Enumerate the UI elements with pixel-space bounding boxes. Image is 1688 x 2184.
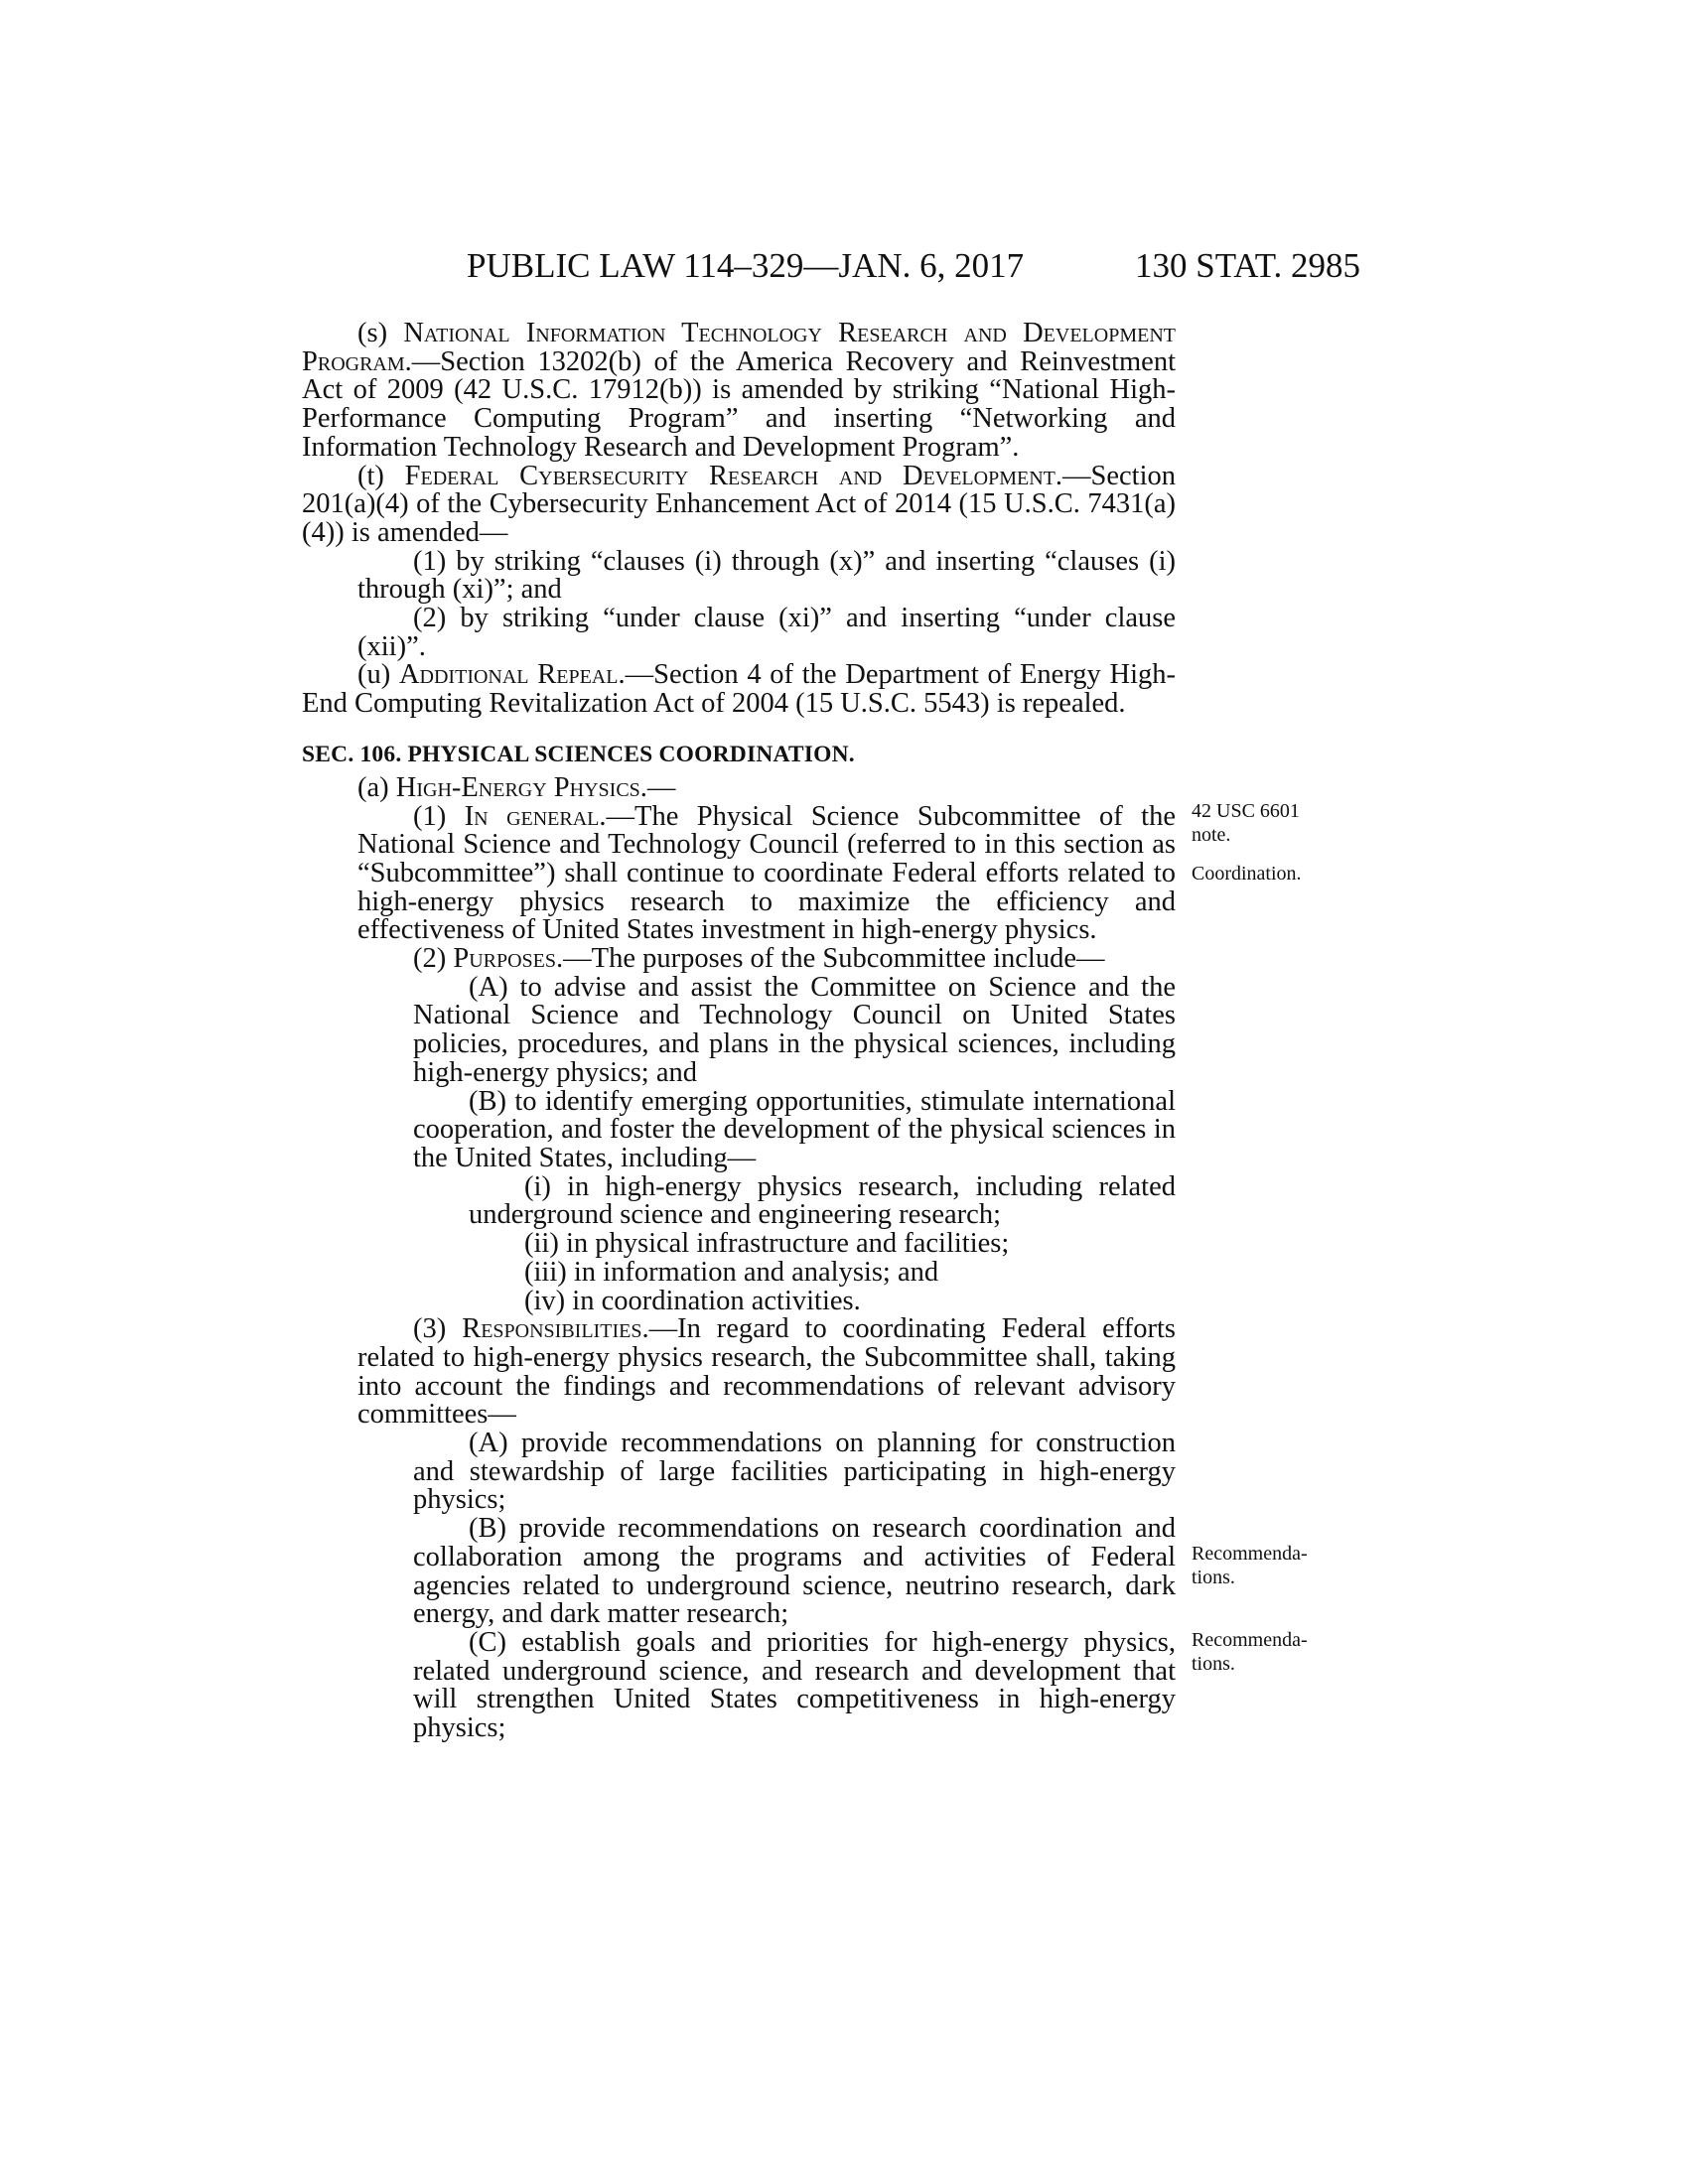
paragraph-a-2-B-iv: (iv) in coordination activities. (524, 1285, 861, 1316)
paragraph-t: (t) Federal Cybersecurity Research and Development.—Section 201(a)(4) of the Cybersecurity Enhancement Act of 2014 (15 U.S.C. 7431(a)(4)) is amended— (302, 460, 1176, 548)
paragraph-a-3-A: (A) provide recommendations on planning for construction and stewardship of large facilities participating in high-energy physics; (413, 1428, 1176, 1516)
margin-note-usc: 42 USC 6601 note. (1192, 800, 1300, 846)
margin-note-recommendations-1: Recommenda- tions. (1192, 1543, 1308, 1588)
paragraph-t-1: (1) by striking “clauses (i) through (x)” and inserting “clauses (i) through (xi)”; and (357, 545, 1176, 606)
paragraph-a-2-B: (B) to identify emerging opportunities, stimulate international cooperation, and foster the development of the physical sciences in the United States, including— (413, 1085, 1176, 1173)
statute-page-number: 130 STAT. 2985 (1135, 246, 1360, 285)
paragraph-a-3: (3) Responsibilities.—In regard to coordinating Federal efforts related to high-energy physics research, the Subcommittee shall, taking into account the findings and recommendations of relevant advisory committees— (357, 1313, 1176, 1431)
paragraph-a-2-B-ii: (ii) in physical infrastructure and facilities; (524, 1228, 1010, 1260)
paragraph-a-1: (1) In general.—The Physical Science Subcommittee of the National Science and Technology Council (referred to in this section as “Subcommittee”) shall continue to coordinate Federal efforts related to high-energy physics research to maximize the efficiency and effectiveness of United States investment in high-energy physics. (357, 800, 1176, 946)
page-header (467, 246, 1360, 296)
paragraph-a: (a) High-Energy Physics.— (357, 771, 676, 803)
section-106-heading: SEC. 106. PHYSICAL SCIENCES COORDINATION. (302, 741, 855, 767)
public-law-title: PUBLIC LAW 114–329—JAN. 6, 2017 (467, 246, 1025, 285)
paragraph-a-2-B-i: (i) in high-energy physics research, including related underground science and engineering research; (469, 1170, 1176, 1231)
paragraph-a-2-A: (A) to advise and assist the Committee on Science and the National Science and Technology Council on United States policies, procedures, and plans in the physical sciences, including high-energy physics; and (413, 971, 1176, 1088)
paragraph-a-3-C: (C) establish goals and priorities for high-energy physics, related underground science, and research and development that will strengthen United States competitiveness in high-energy physics; (413, 1626, 1176, 1744)
paragraph-a-2-B-iii: (iii) in information and analysis; and (524, 1256, 939, 1288)
paragraph-s: (s) National Information Technology Research and Development Program.—Section 13202(b) of the America Recovery and Reinvestment Act of 2009 (42 U.S.C. 17912(b)) is amended by striking “National High-Performance Computing Program” and inserting “Networking and Information Technology Research and Development Program”. (302, 318, 1176, 463)
paragraph-t-2: (2) by striking “under clause (xi)” and inserting “under clause (xii)”. (357, 603, 1176, 662)
paragraph-a-3-B: (B) provide recommendations on research coordination and collaboration among the programs and activities of Federal agencies related to underground science, neutrino research, dark energy, and dark matter research; (413, 1513, 1176, 1630)
document-body (302, 320, 1176, 1743)
margin-note-coordination: Coordination. (1192, 863, 1302, 885)
paragraph-u: (u) Additional Repeal.—Section 4 of the Department of Energy High-End Computing Revitalization Act of 2004 (15 U.S.C. 5543) is repealed. (302, 659, 1177, 720)
paragraph-a-2: (2) Purposes.—The purposes of the Subcommittee include— (413, 943, 1105, 975)
margin-note-recommendations-2: Recommenda- tions. (1192, 1629, 1308, 1675)
